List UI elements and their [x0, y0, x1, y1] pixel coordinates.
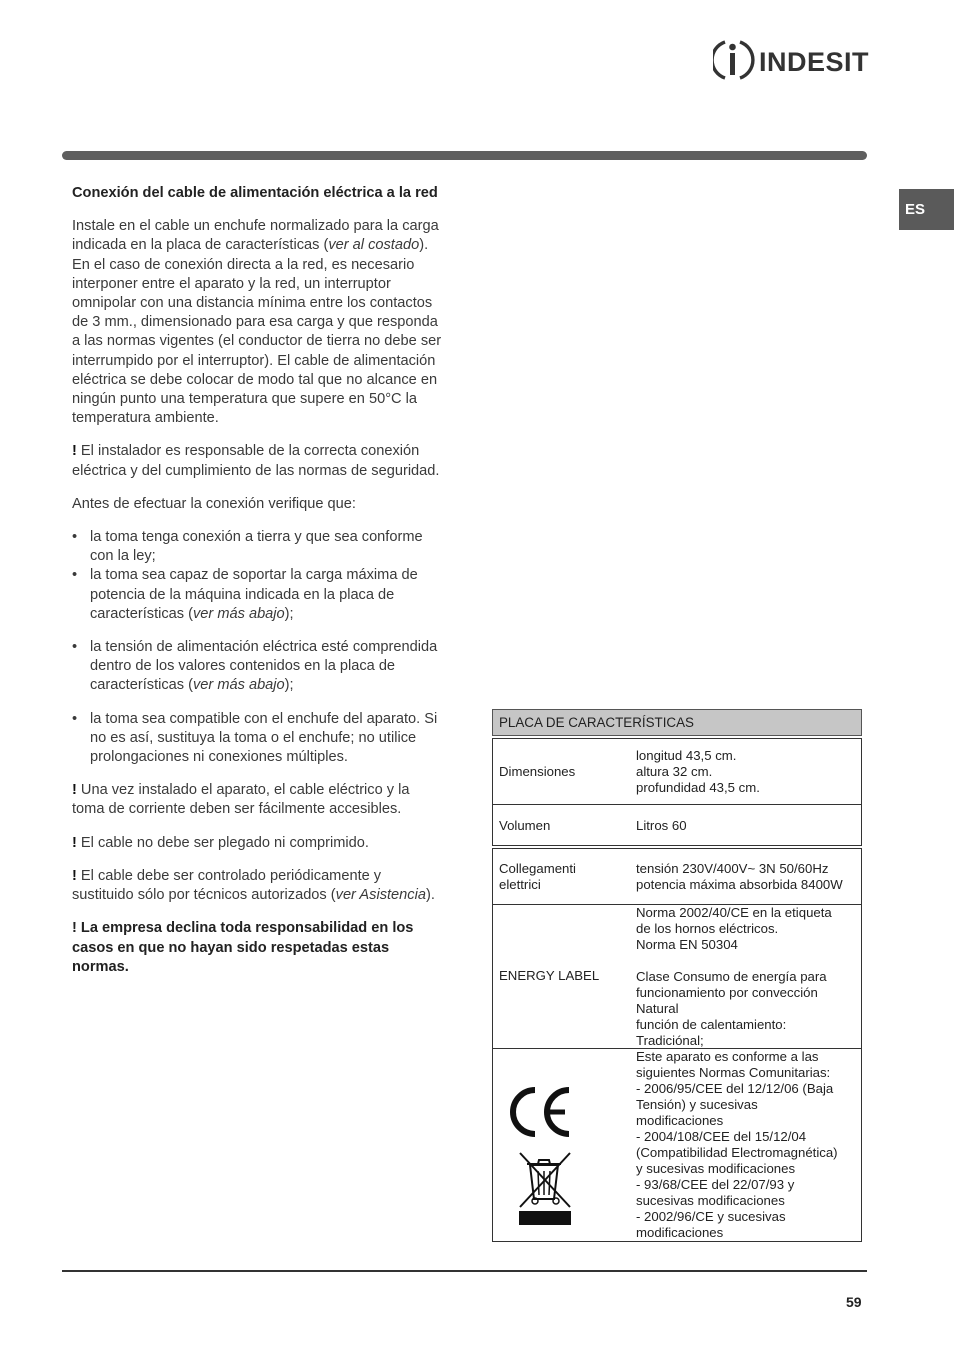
table-row [492, 805, 862, 846]
ce-mark-icon [509, 1085, 575, 1139]
row-underline-right [629, 1241, 861, 1242]
table-row [492, 905, 862, 1049]
row-label: Volumen [499, 818, 551, 833]
row-label: ENERGY LABEL [499, 968, 600, 983]
table-title: PLACA DE CARACTERÍSTICAS [492, 709, 862, 736]
liability-disclaimer: ! La empresa declina toda responsabilidad en los casos en que no hayan sido respetadas estas normas. [72, 920, 414, 975]
row-value: Litros 60 [636, 818, 687, 833]
list-item: • la toma sea compatible con el enchufe del aparato. Si no es así, sustituya la toma o el enchufe; no utilice prolongaciones ni conexiones múltiples. [72, 710, 444, 768]
footer-rule [62, 1270, 867, 1272]
weee-bin-icon [518, 1151, 572, 1225]
page-number: 59 [846, 1294, 862, 1310]
list-item: • la toma sea capaz de soportar la carga máxima de potencia de la máquina indicada en la placa de características (ver más abajo); [72, 566, 444, 624]
logo-wordmark: INDESIT [759, 47, 870, 77]
row-underline-left [493, 1241, 629, 1242]
row-value: Este aparato es conforme a las siguientes Normas Comunitarias: - 2006/95/CEE del 12/12/06 (Baja Tensión) y sucesivas modificaciones - 2004/108/CEE del 15/12/04 (Compatibilidad Electromagnética) y sucesivas modificaciones - 93/68/CEE del 22/07/93 y sucesivas modificaciones - 2002/96/CE y sucesivas modificaciones [636, 1049, 838, 1240]
row-value: Norma 2002/40/CE en la etiqueta de los hornos eléctricos. Norma EN 50304 Clase Consumo de energía para funcionamiento por convección Natural función de calentamiento: Tradiciónal; [636, 905, 832, 1048]
language-tab: ES [899, 189, 954, 230]
row-label: Dimensiones [499, 764, 576, 779]
table-row [492, 1049, 862, 1242]
warning-inspection: ! El cable debe ser controlado periódicamente y sustituido sólo por técnicos autorizados (ver Asistencia). [72, 867, 435, 904]
check-intro: Antes de efectuar la conexión verifique que: [72, 495, 356, 512]
warning-accessible: ! Una vez instalado el aparato, el cable eléctrico y la toma de corriente deben ser fácilmente accesibles. [72, 782, 410, 818]
section-heading: Conexión del cable de alimentación eléctrica a la red [72, 185, 438, 201]
indesit-logo [713, 36, 873, 84]
rating-plate-table [492, 709, 862, 1242]
connection-section [72, 184, 444, 991]
indesit-logo-icon [713, 36, 873, 84]
table-row [492, 738, 862, 805]
table-row [492, 848, 862, 905]
list-item: • la toma tenga conexión a tierra y que sea conforme con la ley; [72, 528, 444, 566]
warning-no-bend: ! El cable no debe ser plegado ni comprimido. [72, 834, 369, 851]
row-value: longitud 43,5 cm. altura 32 cm. profundidad 43,5 cm. [636, 748, 760, 795]
paragraph-plug: Instale en el cable un enchufe normalizado para la carga indicada en la placa de características (ver al costado). En el caso de conexión directa a la red, es necesario interponer entre el aparato y la red, un interruptor omnipolar con una distancia mínima entre los contactos de 3 mm., dimensionado para esa carga y que responda a las normas vigentes (el conductor de tierra no debe ser interrumpido por el interruptor). El cable de alimentación eléctrica se debe colocar de modo tal que no alcance en ningún punto una temperatura que supere en 50°C la temperatura ambiente. [72, 218, 442, 427]
check-list [72, 528, 444, 767]
row-value: tensión 230V/400V~ 3N 50/60Hz potencia máxima absorbida 8400W [636, 861, 843, 892]
header-rule [62, 151, 867, 160]
row-label: Collegamenti elettrici [499, 861, 576, 892]
warning-installer: ! El instalador es responsable de la correcta conexión eléctrica y del cumplimiento de las normas de seguridad. [72, 443, 440, 479]
list-item: • la tensión de alimentación eléctrica esté comprendida dentro de los valores contenidos en la placa de características (ver más abajo); [72, 638, 444, 696]
